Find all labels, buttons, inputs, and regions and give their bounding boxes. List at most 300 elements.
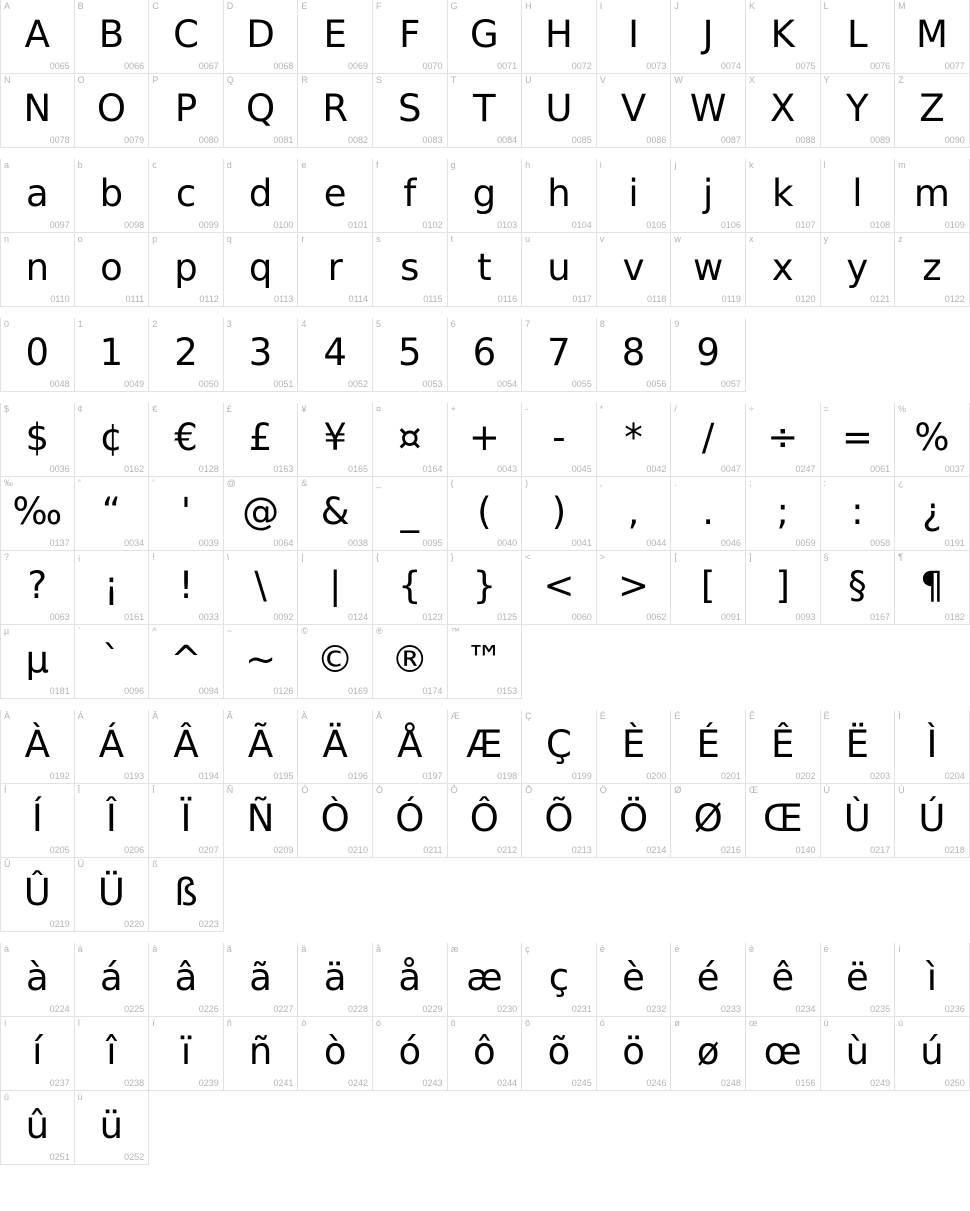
glyph-cell[interactable] [298,318,373,392]
glyph-cell[interactable] [671,943,746,1017]
glyph-cell[interactable] [597,233,672,307]
glyph-cell[interactable] [149,318,224,392]
glyph-character: v [622,246,645,289]
glyph-code-label: 0059 [795,538,816,548]
glyph-cell[interactable] [448,625,523,699]
glyph-cell[interactable] [0,551,75,625]
glyph-cell[interactable] [671,1017,746,1091]
glyph-code-label: 0052 [347,379,368,389]
glyph-cell[interactable] [0,784,75,858]
glyph-code-label: 0119 [721,294,741,304]
glyph-corner-label: ^ [152,626,157,636]
glyph-cell[interactable] [75,403,150,477]
glyph-corner-label: a [4,160,10,170]
glyph-cell[interactable] [75,74,150,148]
glyph-cell[interactable] [373,403,448,477]
glyph-cell[interactable] [448,1017,523,1091]
glyph-cell[interactable] [0,625,75,699]
glyph-cell[interactable] [373,318,448,392]
glyph-cell[interactable] [746,1017,821,1091]
glyph-cell[interactable] [597,318,672,392]
glyph-cell[interactable] [895,943,970,1017]
glyph-code-label: 0097 [49,220,70,230]
glyph-character: Ì [926,723,938,766]
glyph-cell[interactable] [75,318,150,392]
glyph-cell[interactable] [224,710,299,784]
glyph-code-label: 0108 [870,220,891,230]
glyph-cell[interactable] [821,784,896,858]
glyph-corner-label: ¢ [77,404,83,414]
glyph-cell[interactable] [75,858,150,932]
glyph-cell[interactable] [895,233,970,307]
glyph-cell[interactable] [522,477,597,551]
glyph-cell[interactable] [597,943,672,1017]
glyph-cell[interactable] [373,943,448,1017]
glyph-cell[interactable] [224,784,299,858]
glyph-code-label: 0234 [795,1004,816,1014]
glyph-cell[interactable] [0,74,75,148]
glyph-cell[interactable] [0,318,75,392]
glyph-cell[interactable] [522,1017,597,1091]
glyph-cell[interactable] [746,477,821,551]
glyph-cell[interactable] [522,318,597,392]
glyph-corner-label: Ü [77,859,85,869]
glyph-cell[interactable] [75,233,150,307]
glyph-cell[interactable] [448,784,523,858]
glyph-cell[interactable] [75,0,150,74]
glyph-cell[interactable] [0,0,75,74]
glyph-cell[interactable] [746,233,821,307]
glyph-cell[interactable] [597,710,672,784]
glyph-code-label: 0091 [720,612,741,622]
grid-filler [746,625,821,699]
glyph-cell[interactable] [224,943,299,1017]
glyph-code-label: 0093 [795,612,816,622]
glyph-corner-label: Ô [450,785,458,795]
glyph-cell[interactable] [149,477,224,551]
glyph-corner-label: 4 [301,319,307,329]
glyph-cell[interactable] [149,943,224,1017]
glyph-cell[interactable] [149,159,224,233]
glyph-cell[interactable] [298,784,373,858]
grid-filler [821,1091,896,1165]
glyph-cell[interactable] [373,0,448,74]
glyph-character: < [543,564,575,607]
glyph-corner-label: à [4,944,10,954]
glyph-cell[interactable] [895,477,970,551]
glyph-cell[interactable] [0,858,75,932]
glyph-code-label: 0033 [198,612,219,622]
glyph-cell[interactable] [298,1017,373,1091]
glyph-cell[interactable] [746,159,821,233]
glyph-cell[interactable] [821,0,896,74]
glyph-code-label: 0202 [795,771,816,781]
glyph-character: ã [249,956,272,999]
glyph-cell[interactable] [149,710,224,784]
glyph-corner-label: Â [152,711,159,721]
glyph-character: ß [174,871,198,914]
glyph-cell[interactable] [0,159,75,233]
glyph-cell[interactable] [895,159,970,233]
glyph-cell[interactable] [75,710,150,784]
glyph-corner-label: c [152,160,157,170]
glyph-cell[interactable] [671,318,746,392]
glyph-corner-label: % [898,404,907,414]
glyph-corner-label: ö [599,1018,605,1028]
glyph-cell[interactable] [671,551,746,625]
glyph-code-label: 0245 [571,1078,592,1088]
glyph-corner-label: ' [152,478,154,488]
glyph-cell[interactable] [522,74,597,148]
glyph-corner-label: 9 [674,319,680,329]
glyph-cell[interactable] [298,233,373,307]
glyph-cell[interactable] [224,1017,299,1091]
glyph-cell[interactable] [298,551,373,625]
glyph-corner-label: Ç [525,711,532,721]
glyph-cell[interactable] [746,403,821,477]
glyph-cell[interactable] [448,318,523,392]
glyph-cell[interactable] [746,710,821,784]
glyph-cell[interactable] [821,159,896,233]
glyph-corner-label: ã [226,944,232,954]
glyph-cell[interactable] [671,403,746,477]
glyph-corner-label: ù [823,1018,829,1028]
glyph-cell[interactable] [597,0,672,74]
glyph-character: ¥ [323,416,347,459]
glyph-code-label: 0065 [49,61,70,71]
glyph-corner-label: k [748,160,754,170]
glyph-cell[interactable] [895,551,970,625]
glyph-code-label: 0206 [124,845,145,855]
grid-filler [597,625,672,699]
glyph-cell[interactable] [597,551,672,625]
glyph-cell[interactable] [224,477,299,551]
glyph-cell[interactable] [75,1091,150,1165]
glyph-code-label: 0041 [571,538,592,548]
glyph-cell[interactable] [671,477,746,551]
glyph-cell[interactable] [149,74,224,148]
glyph-cell[interactable] [448,710,523,784]
glyph-cell[interactable] [224,233,299,307]
glyph-cell[interactable] [224,403,299,477]
glyph-cell[interactable] [0,710,75,784]
glyph-cell[interactable] [895,710,970,784]
glyph-character: © [316,638,354,681]
glyph-code-label: 0169 [347,686,368,696]
glyph-cell[interactable] [671,0,746,74]
glyph-cell[interactable] [597,1017,672,1091]
glyph-code-label: 0241 [273,1078,294,1088]
glyph-character: O [96,87,126,130]
glyph-cell[interactable] [821,1017,896,1091]
glyph-character: ~ [245,638,277,681]
glyph-cell[interactable] [821,943,896,1017]
glyph-code-label: 0220 [124,919,145,929]
glyph-cell[interactable] [298,0,373,74]
glyph-cell[interactable] [821,403,896,477]
glyph-cell[interactable] [149,858,224,932]
glyph-cell[interactable] [373,477,448,551]
glyph-code-label: 0077 [944,61,965,71]
glyph-code-label: 0197 [422,771,443,781]
glyph-code-label: 0239 [198,1078,219,1088]
glyph-corner-label: 7 [525,319,531,329]
glyph-code-label: 0072 [571,61,592,71]
glyph-cell[interactable] [224,0,299,74]
glyph-corner-label: Ê [748,711,755,721]
glyph-corner-label: : [823,478,827,488]
glyph-code-label: 0117 [572,294,592,304]
glyph-cell[interactable] [746,74,821,148]
grid-filler [448,1091,523,1165]
glyph-character: Ê [771,723,795,766]
glyph-code-label: 0182 [944,612,965,622]
glyph-code-label: 0079 [124,135,145,145]
glyph-code-label: 0092 [273,612,294,622]
glyph-cell[interactable] [373,784,448,858]
glyph-cell[interactable] [746,0,821,74]
glyph-cell[interactable] [0,1017,75,1091]
glyph-code-label: 0051 [273,379,294,389]
glyph-corner-label: û [4,1092,10,1102]
glyph-cell[interactable] [522,784,597,858]
glyph-cell[interactable] [298,74,373,148]
glyph-corner-label: ñ [226,1018,232,1028]
glyph-cell[interactable] [373,625,448,699]
glyph-character: È [621,723,646,766]
glyph-cell[interactable] [0,403,75,477]
glyph-cell[interactable] [373,74,448,148]
glyph-character: ñ [248,1030,273,1073]
glyph-code-label: 0164 [422,464,443,474]
glyph-cell[interactable] [597,477,672,551]
glyph-cell[interactable] [895,403,970,477]
glyph-cell[interactable] [75,477,150,551]
glyph-corner-label: © [301,626,309,636]
glyph-character: ^ [170,638,202,681]
glyph-cell[interactable] [671,784,746,858]
glyph-cell[interactable] [0,477,75,551]
glyph-character: Ù [843,797,871,840]
glyph-cell[interactable] [448,477,523,551]
glyph-cell[interactable] [149,551,224,625]
glyph-cell[interactable] [298,159,373,233]
glyph-character: Ò [320,797,350,840]
glyph-corner-label: q [226,234,232,244]
glyph-corner-label: ! [152,552,155,562]
glyph-character: ( [477,490,492,533]
glyph-cell[interactable] [448,159,523,233]
glyph-cell[interactable] [448,233,523,307]
glyph-cell[interactable] [821,477,896,551]
glyph-cell[interactable] [149,625,224,699]
glyph-cell[interactable] [298,477,373,551]
glyph-character: ô [473,1030,496,1073]
glyph-character: ï [180,1030,192,1073]
glyph-cell[interactable] [746,551,821,625]
glyph-corner-label: > [599,552,606,562]
glyph-cell[interactable] [821,74,896,148]
glyph-cell[interactable] [671,159,746,233]
glyph-cell[interactable] [75,625,150,699]
glyph-cell[interactable] [298,943,373,1017]
glyph-corner-label: j [674,160,677,170]
glyph-character: é [696,956,720,999]
glyph-code-label: 0056 [646,379,667,389]
glyph-corner-label: ô [450,1018,456,1028]
glyph-code-label: 0110 [50,294,70,304]
glyph-cell[interactable] [149,784,224,858]
glyph-corner-label: u [525,234,531,244]
glyph-corner-label: z [898,234,903,244]
glyph-cell[interactable] [597,403,672,477]
glyph-cell[interactable] [0,943,75,1017]
glyph-cell[interactable] [75,551,150,625]
glyph-corner-label: œ [748,1018,758,1028]
glyph-cell[interactable] [224,551,299,625]
glyph-character: ` [102,638,121,681]
glyph-character: ? [27,564,48,607]
glyph-character: z [922,246,942,289]
glyph-character: / [701,416,715,459]
glyph-character: Z [919,87,945,130]
glyph-code-label: 0196 [347,771,368,781]
glyph-cell[interactable] [298,625,373,699]
glyph-cell[interactable] [448,403,523,477]
glyph-character: ¢ [99,416,124,459]
glyph-cell[interactable] [75,159,150,233]
glyph-cell[interactable] [671,233,746,307]
glyph-character: æ [466,956,503,999]
glyph-character: Î [105,797,117,840]
glyph-cell[interactable] [149,233,224,307]
glyph-cell[interactable] [149,0,224,74]
glyph-cell[interactable] [522,0,597,74]
glyph-cell[interactable] [373,710,448,784]
glyph-corner-label: 6 [450,319,456,329]
glyph-character: â [174,956,198,999]
glyph-cell[interactable] [75,1017,150,1091]
glyph-cell[interactable] [448,0,523,74]
glyph-cell[interactable] [0,233,75,307]
glyph-code-label: 0216 [720,845,741,855]
glyph-cell[interactable] [373,233,448,307]
glyph-code-label: 0227 [273,1004,294,1014]
glyph-character: ¤ [397,416,422,459]
glyph-cell[interactable] [75,943,150,1017]
glyph-cell[interactable] [895,74,970,148]
grid-filler [149,1091,224,1165]
glyph-cell[interactable] [149,403,224,477]
glyph-character: ò [323,1030,347,1073]
glyph-code-label: 0048 [49,379,70,389]
glyph-cell[interactable] [522,233,597,307]
glyph-corner-label: Œ [748,785,758,795]
glyph-cell[interactable] [224,159,299,233]
glyph-corner-label: * [599,404,604,414]
glyph-cell[interactable] [373,159,448,233]
glyph-character: å [398,956,422,999]
glyph-cell[interactable] [448,74,523,148]
glyph-cell[interactable] [298,710,373,784]
glyph-cell[interactable] [522,710,597,784]
glyph-cell[interactable] [224,74,299,148]
glyph-cell[interactable] [373,551,448,625]
glyph-cell[interactable] [746,784,821,858]
glyph-cell[interactable] [448,551,523,625]
glyph-corner-label: ÷ [748,404,754,414]
glyph-cell[interactable] [597,784,672,858]
glyph-cell[interactable] [597,74,672,148]
glyph-cell[interactable] [75,784,150,858]
glyph-corner-label: i [599,160,602,170]
glyph-code-label: 0085 [571,135,592,145]
glyph-cell[interactable] [373,1017,448,1091]
glyph-code-label: 0225 [124,1004,145,1014]
glyph-cell[interactable] [0,1091,75,1165]
glyph-corner-label: £ [226,404,232,414]
glyph-cell[interactable] [522,551,597,625]
glyph-character: ! [178,564,194,607]
glyph-block-uppercase-latin [0,0,970,148]
glyph-cell[interactable] [149,1017,224,1091]
glyph-cell[interactable] [448,943,523,1017]
glyph-cell[interactable] [895,1017,970,1091]
glyph-cell[interactable] [224,318,299,392]
glyph-cell[interactable] [597,159,672,233]
glyph-character: ú [920,1030,944,1073]
glyph-cell[interactable] [671,710,746,784]
glyph-corner-label: " [77,478,81,488]
glyph-character: A [24,13,50,56]
glyph-character: . [702,490,715,533]
glyph-character: ] [775,564,790,607]
glyph-character: p [174,246,198,289]
glyph-character: - [552,416,566,459]
glyph-character: µ [25,638,50,681]
glyph-cell[interactable] [298,403,373,477]
glyph-corner-label: ¿ [898,478,904,488]
glyph-code-label: 0204 [944,771,965,781]
glyph-cell[interactable] [671,74,746,148]
glyph-corner-label: 5 [375,319,381,329]
glyph-cell[interactable] [522,943,597,1017]
glyph-code-label: 0040 [497,538,518,548]
glyph-cell[interactable] [522,403,597,477]
glyph-character: ó [398,1030,422,1073]
glyph-corner-label: Ñ [226,785,234,795]
glyph-cell[interactable] [224,625,299,699]
glyph-cell[interactable] [522,159,597,233]
glyph-code-label: 0137 [49,538,70,548]
glyph-code-label: 0213 [571,845,592,855]
glyph-code-label: 0103 [497,220,518,230]
glyph-cell[interactable] [895,0,970,74]
glyph-code-label: 0090 [944,135,965,145]
glyph-code-label: 0071 [497,61,518,71]
glyph-corner-label: g [450,160,456,170]
glyph-character: l [852,172,863,215]
glyph-cell[interactable] [895,784,970,858]
glyph-cell[interactable] [746,943,821,1017]
glyph-corner-label: µ [4,626,10,636]
glyph-character: , [627,490,640,533]
glyph-corner-label: é [674,944,680,954]
glyph-cell[interactable] [821,710,896,784]
glyph-character: Á [98,723,125,766]
glyph-cell[interactable] [821,551,896,625]
glyph-cell[interactable] [821,233,896,307]
